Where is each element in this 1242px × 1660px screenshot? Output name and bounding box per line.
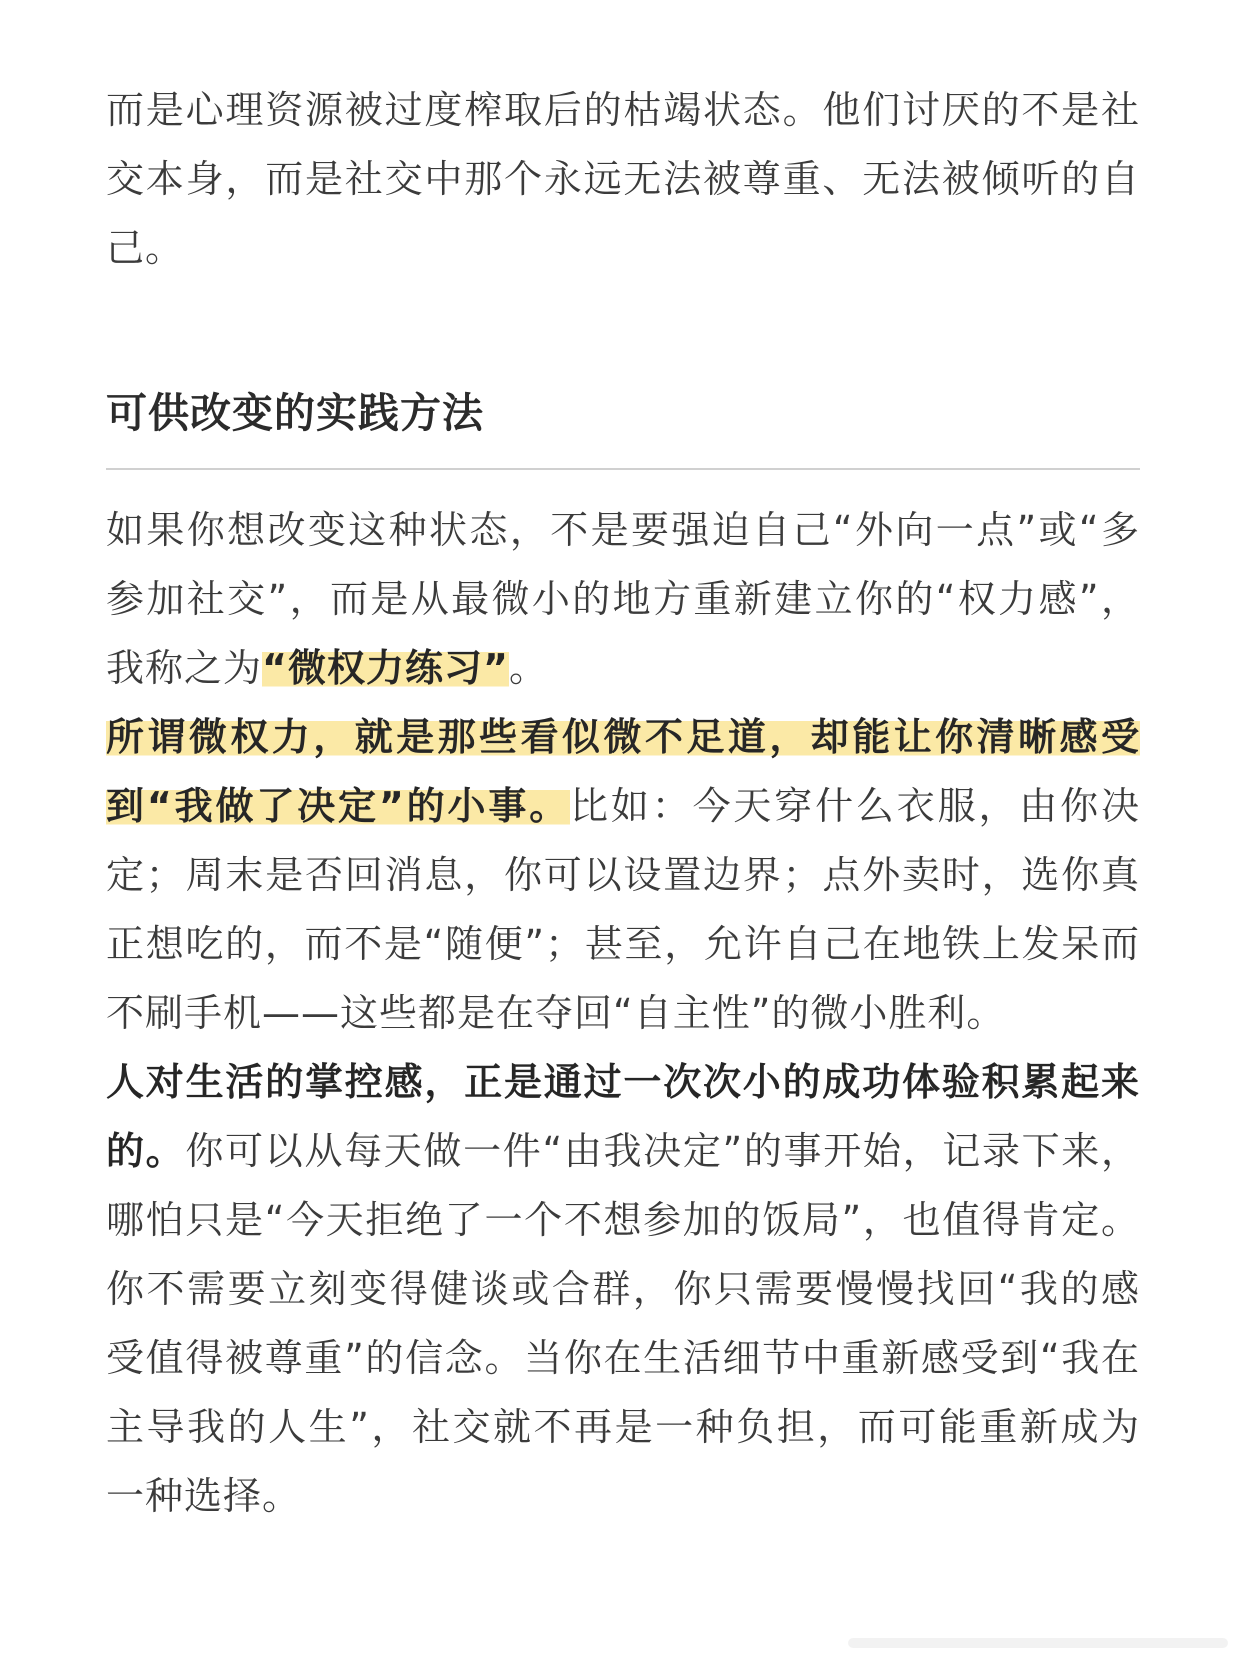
paragraph-end-punctuation: 。 <box>508 646 548 690</box>
paragraph-control <box>106 1048 1140 1531</box>
section-heading: 可供改变的实践方法 <box>106 389 484 437</box>
highlighted-definition: 所谓微权力，就是那些看似微不足道，却能让你清晰感受到“我做了决定”的小事。 <box>106 715 1140 828</box>
intro-text: 而是心理资源被过度榨取后的枯竭状态。他们讨厌的不是社交本身，而是社交中那个永远无法被尊重、无法被倾听的自己。 <box>106 88 1140 270</box>
paragraph-micro-power <box>106 703 1140 1048</box>
paragraph-text: 比如：今天穿什么衣服，由你决定；周末是否回消息，你可以设置边界；点外卖时，选你真正想吃的，而不是“随便”；甚至，允许自己在地铁上发呆而不刷手机——这些都是在夺回“自主性”的微小胜利。 <box>106 784 1140 1035</box>
bold-statement: 人对生活的掌控感，正是通过一次次小的成功体验积累起来的。 <box>106 1060 1140 1173</box>
paragraph-text: 如果你想改变这种状态，不是要强迫自己“外向一点”或“多参加社交”，而是从最微小的地方重新建立你的“权力感”，我称之为 <box>106 508 1140 690</box>
watermark-logo <box>848 1632 1228 1654</box>
highlighted-term: “微权力练习” <box>262 646 509 690</box>
paragraph-power-sense <box>106 496 1140 703</box>
intro-paragraph <box>106 76 1140 283</box>
paragraph-text: 你可以从每天做一件“由我决定”的事开始，记录下来，哪怕只是“今天拒绝了一个不想参加的饭局”，也值得肯定。你不需要立刻变得健谈或合群，你只需要慢慢找回“我的感受值得被尊重”的信念。当你在生活细节中重新感受到“我在主导我的人生”，社交就不再是一种负担，而可能重新成为一种选择。 <box>106 1129 1140 1518</box>
article-body <box>106 76 1140 1531</box>
section-divider <box>106 468 1140 470</box>
